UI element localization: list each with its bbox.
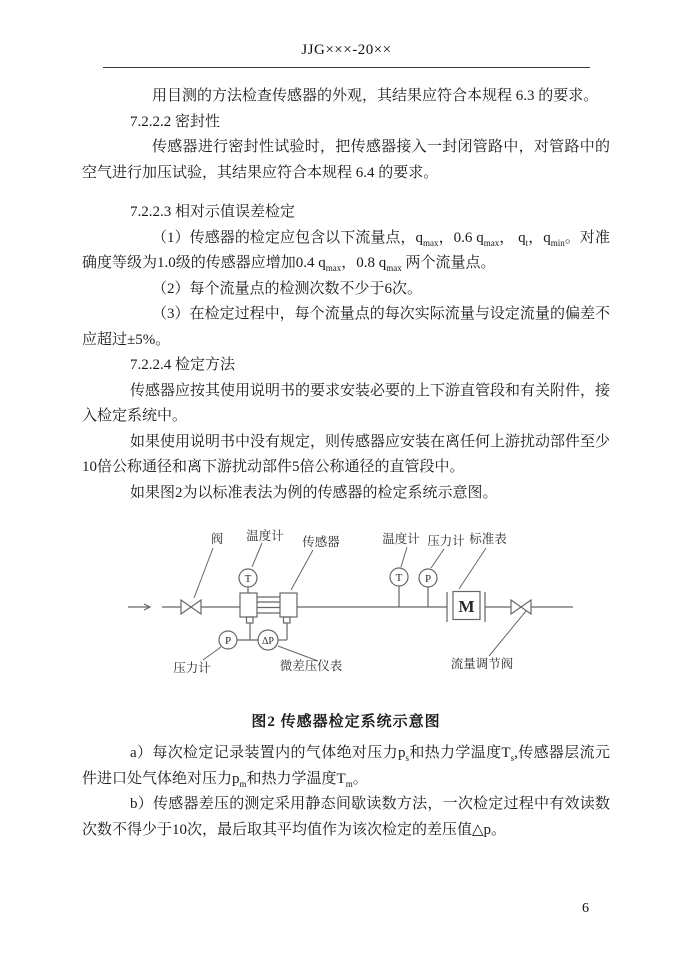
figure-diagram: [95, 518, 610, 696]
paragraph-install-requirement: 传感器应按其使用说明书的要求安装必要的上下游直管段和有关附件，接入检定系统中。: [82, 382, 611, 424]
t-right-letter: T: [395, 572, 403, 584]
pressure-gauge-left-label: 压力计: [173, 661, 211, 675]
paragraph-heading-7-2-2-3: 7.2.2.3 相对示值误差检定: [130, 204, 296, 220]
t-left-letter: T: [244, 573, 252, 585]
thermometer-right-label: 温度计: [382, 532, 420, 546]
figure-caption: 图2 传感器检定系统示意图: [251, 713, 441, 730]
flow-control-valve-label: 流量调节阀: [450, 657, 514, 671]
thermometer-left-label: 温度计: [246, 529, 284, 543]
paragraph-visual-inspection: 用目测的方法检查传感器的外观，其结果应符合本规程 6.3 的要求。: [152, 88, 599, 104]
verification-system-diagram: [95, 518, 580, 686]
paragraph-note-b: b）传感器差压的测定采用静态间歇读数方法，一次检定过程中有效读数次数不得少于10次，最后取其平均值作为该次检定的差压值△p。: [82, 796, 610, 838]
paragraph-heading-7-2-2-2: 7.2.2.2 密封性: [130, 113, 221, 130]
micro-dp-meter-label: 微差压仪表: [279, 659, 343, 673]
section-after-figure: [82, 741, 610, 843]
leader-lines: [194, 543, 526, 661]
pipe-lines: [128, 543, 573, 661]
valve-symbol: [181, 600, 201, 614]
sensor-symbol: [240, 593, 297, 623]
paragraph-heading-7-2-2-4: 7.2.2.4 检定方法: [130, 357, 236, 373]
p-left-letter: P: [224, 635, 232, 647]
p-right-letter: P: [424, 573, 432, 585]
pressure-gauge-right-label: 压力计: [427, 534, 465, 548]
flow-arrow: [128, 604, 150, 610]
dp-letter: ΔP: [262, 636, 274, 647]
paragraph-note-a: a）每次检定记录装置内的气体绝对压力$p_s$和热力学温度$T_s$,传感器层流元件进口处气体绝对压力$p_m$和热力学温度$T_m$。: [82, 745, 610, 789]
body-text: [82, 84, 610, 843]
header-title: JJG×××-20××: [301, 42, 392, 58]
page-number: 6: [582, 901, 589, 916]
valve-label: 阀: [210, 532, 224, 546]
header-rule: [103, 67, 590, 68]
paragraph-flow-points: （1）传感器的检定应包含以下流量点，$q_{max}$，0.6 $q_{max}$， $q_t$，$q_{min}$。对准确度等级为1.0级的传感器应增加0.4 $q_{max}$，0.8 $q_{max}$ 两个流量点。: [82, 229, 610, 273]
flow-control-valve-symbol: [511, 600, 531, 614]
sensor-label: 传感器: [302, 535, 340, 549]
m-letter: M: [458, 597, 475, 616]
paragraph-flow-deviation: （3）在检定过程中，每个流量点的每次实际流量与设定流量的偏差不应超过±5%。: [82, 306, 610, 348]
paragraph-sealing-test: 传感器进行密封性试验时，把传感器接入一封闭管路中，对管路中的空气进行加压试验，其结果应符合本规程 6.4 的要求。: [82, 139, 610, 181]
section-before-figure: [82, 84, 610, 506]
paragraph-install-default: 如果使用说明书中没有规定，则传感器应安装在离任何上游扰动部件至少10倍公称通径和离下游扰动部件5倍公称通径的直管段中。: [82, 433, 611, 475]
standard-meter-label: 标准表: [469, 532, 507, 546]
paragraph-repeat-count: （2）每个流量点的检测次数不少于6次。: [152, 280, 423, 297]
paragraph-figure-intro: 如果图2为以标准表法为例的传感器的检定系统示意图。: [130, 484, 498, 501]
